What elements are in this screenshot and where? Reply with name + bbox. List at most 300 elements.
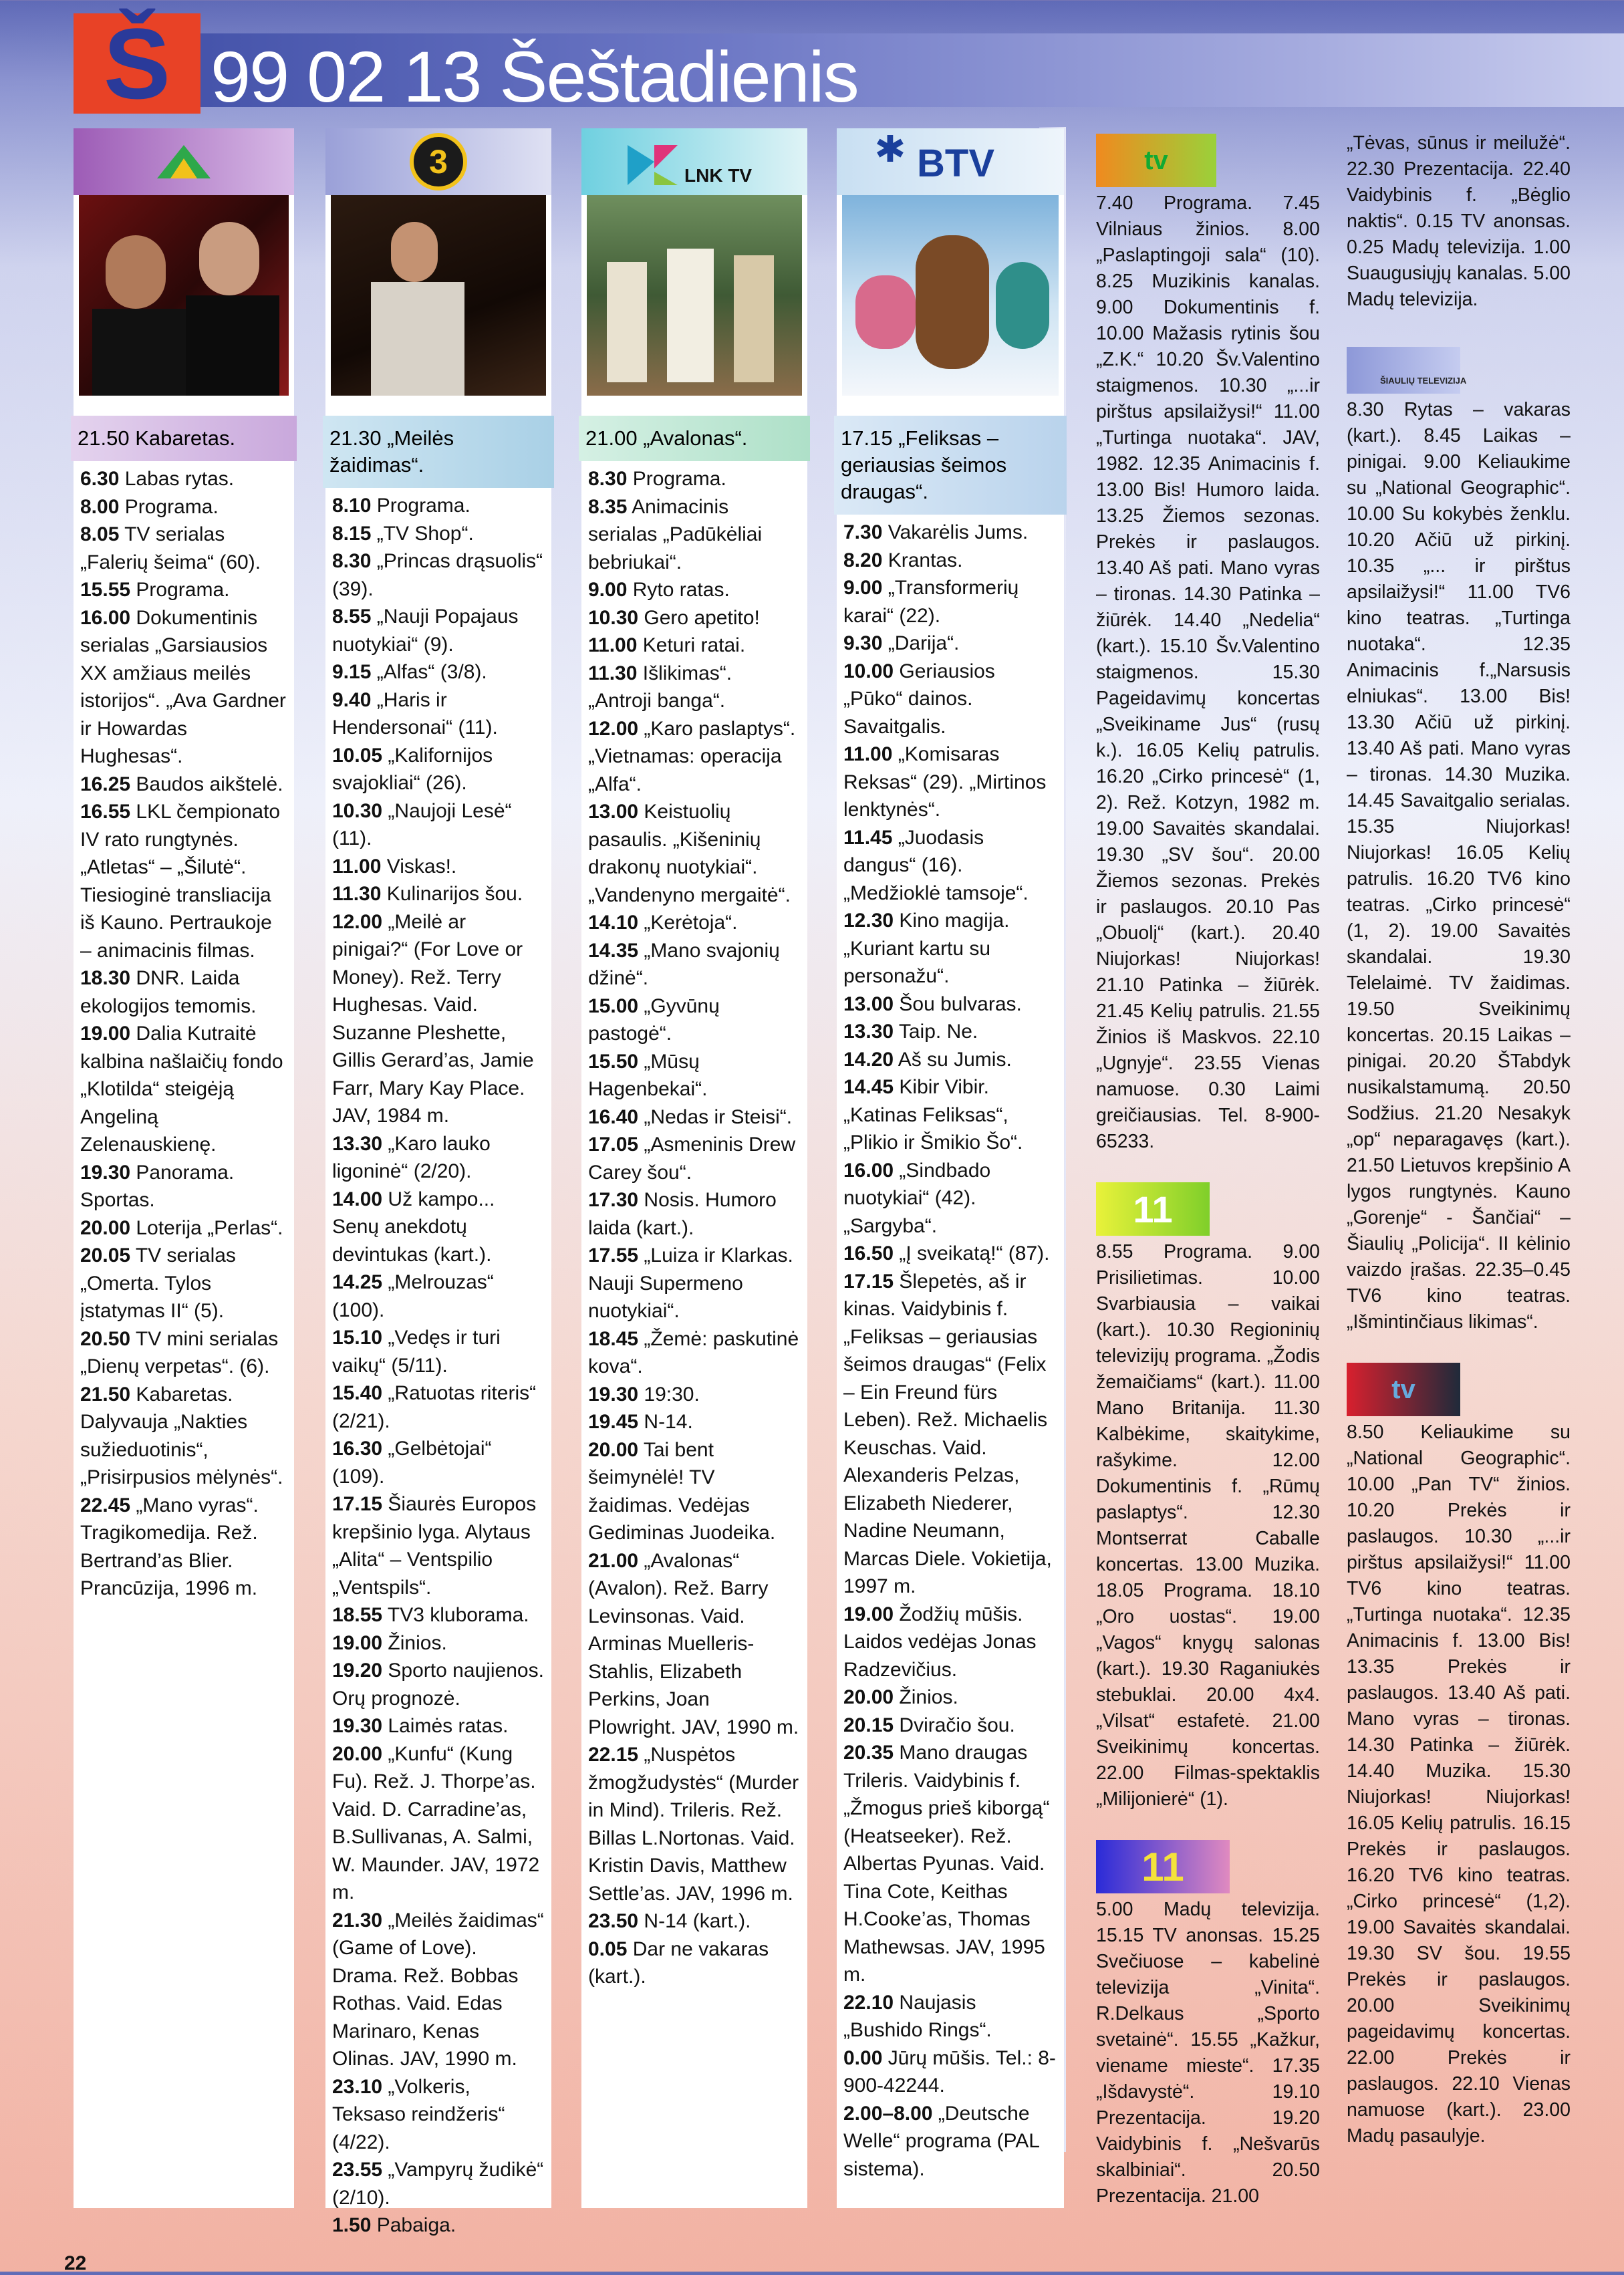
- program-title: Animacinis serialas „Padūkėliai bebriukai“.: [588, 495, 763, 573]
- program-title: „Mano vyras“. Tragikomedija. Rež. Bertrand’as Blier. Prancūzija, 1996 m.: [80, 1494, 259, 1599]
- program-time: 9.00: [588, 579, 628, 601]
- tv3-logo-icon: [325, 128, 551, 195]
- program-title: „Į sveikatą!“ (87).: [894, 1242, 1050, 1264]
- program-entry: [332, 1435, 545, 1490]
- program-title: Loterija „Perlas“.: [130, 1216, 283, 1239]
- program-time: 19.00: [332, 1631, 383, 1654]
- program-entry: [332, 1740, 545, 1907]
- program-entry: [332, 1907, 545, 2073]
- kaunas-11-logo-icon: 11: [1096, 1837, 1320, 1897]
- program-entry: [332, 1629, 545, 1657]
- program-time: 16.50: [843, 1242, 894, 1264]
- program-entry: [843, 741, 1057, 824]
- program-title: „Alfas“ (3/8).: [371, 661, 487, 683]
- program-title: „Sindbado nuotykiai“ (42). „Sargyba“.: [843, 1159, 991, 1237]
- program-entry: [843, 1684, 1057, 1712]
- program-time: 10.00: [843, 660, 894, 682]
- program-title: Aš su Jumis.: [894, 1048, 1012, 1071]
- program-entry: [588, 660, 801, 715]
- program-title: Programa.: [627, 468, 726, 490]
- program-title: „Princas drąsuolis“ (39).: [332, 550, 543, 600]
- program-title: Programa.: [119, 495, 219, 518]
- program-time: 11.00: [843, 743, 893, 765]
- program-entry: [588, 1907, 801, 1935]
- day-letter: Š: [74, 13, 200, 114]
- program-entry: [588, 1741, 801, 1907]
- program-entry: [843, 1157, 1057, 1240]
- program-title: Labas rytas.: [119, 468, 235, 490]
- program-time: 15.40: [332, 1382, 383, 1404]
- program-entry: [843, 1073, 1057, 1157]
- program-time: 17.15: [332, 1493, 383, 1515]
- program-time: 20.50: [80, 1327, 131, 1350]
- program-title: „Darija“.: [882, 632, 960, 654]
- program-time: 15.10: [332, 1327, 383, 1349]
- program-time: 23.10: [332, 2075, 383, 2098]
- program-list: [74, 461, 294, 1603]
- program-time: 17.15: [843, 1270, 894, 1293]
- program-title: „Karo paslaptys“. „Vietnamas: operacija „Alfa“.: [588, 717, 796, 795]
- program-entry: [80, 771, 287, 799]
- program-entry: [588, 992, 801, 1048]
- program-time: 16.25: [80, 773, 131, 795]
- program-time: 11.30: [332, 883, 382, 905]
- vilnius-tv-logo-icon: tv: [1096, 130, 1320, 190]
- program-entry: [843, 1240, 1057, 1268]
- highlight-caption: 21.00 „Avalonas“.: [579, 416, 810, 461]
- program-entry: [80, 1242, 287, 1325]
- program-time: 15.55: [80, 579, 131, 601]
- program-time: 8.35: [588, 495, 628, 518]
- program-entry: [80, 1214, 287, 1242]
- program-time: 9.30: [843, 632, 883, 654]
- program-time: 18.55: [332, 1604, 383, 1626]
- program-entry: [588, 1186, 801, 1242]
- program-title: Žinios.: [382, 1631, 447, 1654]
- program-entry: [332, 1324, 545, 1379]
- program-entry: [588, 576, 801, 604]
- program-entry: [332, 880, 545, 908]
- program-entry: [332, 1601, 545, 1629]
- program-title: Gero apetito!: [638, 606, 760, 629]
- program-time: 11.45: [843, 826, 893, 849]
- program-entry: [332, 1379, 545, 1435]
- channel-column-lnk: [581, 128, 807, 2208]
- program-title: „Nedas ir Steisi“.: [638, 1105, 793, 1128]
- program-list: [581, 461, 807, 1991]
- logo-caption: ŠIAULIŲ TELEVIZIJA: [1380, 375, 1467, 386]
- program-entry: [588, 909, 801, 937]
- program-time: 8.00: [80, 495, 120, 518]
- program-title: N-14 (kart.).: [638, 1910, 751, 1932]
- program-time: 19.20: [332, 1659, 383, 1682]
- program-photo: [842, 195, 1059, 396]
- program-title: Taip. Ne.: [894, 1021, 978, 1043]
- program-entry: [588, 493, 801, 577]
- program-title: TV serialas „Falerių šeima“ (60).: [80, 523, 261, 573]
- program-time: 22.15: [588, 1744, 639, 1766]
- highlight-caption: 21.50 Kabaretas.: [71, 416, 297, 461]
- program-time: 21.50: [80, 1383, 131, 1406]
- program-time: 8.15: [332, 522, 372, 545]
- program-time: 20.35: [843, 1742, 894, 1764]
- program-title: „Meilės žaidimas“ (Game of Love). Drama. Rež. Bobbas Rothas. Vaid. Edas Marinaro, Kenas Olinas. JAV, 1990 m.: [332, 1909, 544, 2070]
- svg-text:3: 3: [429, 143, 448, 180]
- program-entry: [588, 1048, 801, 1103]
- program-title: TV serialas „Omerta. Tylos įstatymas II“ (5).: [80, 1244, 236, 1322]
- program-title: LKL čempionato IV rato rungtynės. „Atletas“ – „Šilutė“. Tiesioginė transliacija iš Kauno. Pertraukoje – animacinis filmas.: [80, 801, 281, 962]
- program-time: 8.30: [588, 468, 628, 490]
- program-title: „Vampyrų žudikė“ (2/10).: [332, 2159, 544, 2209]
- program-title: „Komisaras Reksas“ (29). „Mirtinos lenktynės“.: [843, 743, 1047, 821]
- program-time: 7.30: [843, 521, 883, 543]
- program-title: Kino magija. „Kuriant kartu su personažu“.: [843, 910, 1010, 987]
- program-title: „Meilė ar pinigai?“ (For Love or Money). Rež. Terry Hughesas. Vaid. Suzanne Pleshette, Gillis Gerard’as, Jamie Farr, Mary Kay Place. JAV, 1984 m.: [332, 910, 534, 1127]
- program-title: Už kampo... Senų anekdotų devintukas (kart.).: [332, 1188, 495, 1266]
- program-block: „Tėvas, sūnus ir meilužė“. 22.30 Prezentacija. 22.40 Vaidybinis f. „Bėglio naktis“. 0.15 TV anonsas. 0.25 Madų televizija. 1.00 Suaugusiųjų kanalas. 5.00 Madų televizija.: [1347, 132, 1571, 310]
- program-time: 1.50: [332, 2214, 372, 2236]
- program-title: Išlikimas“. „Antroji banga“.: [588, 662, 732, 712]
- program-time: 19.45: [588, 1411, 639, 1433]
- program-title: Žodžių mūšis. Laidos vedėjas Jonas Radzevičius.: [843, 1603, 1037, 1681]
- program-entry: [80, 964, 287, 1020]
- program-time: 15.50: [588, 1050, 639, 1073]
- program-title: Laimės ratas.: [382, 1715, 509, 1737]
- program-time: 21.30: [332, 1909, 383, 1931]
- program-title: DNR. Laida ekologijos temomis.: [80, 967, 257, 1017]
- program-entry: [843, 2044, 1057, 2100]
- program-time: 14.10: [588, 912, 639, 934]
- program-time: 8.55: [332, 606, 372, 628]
- program-time: 13.00: [843, 992, 894, 1015]
- program-time: 11.00: [332, 855, 382, 878]
- program-entry: [80, 493, 287, 521]
- program-entry: [332, 520, 545, 548]
- program-time: 11.30: [588, 662, 638, 684]
- program-entry: [843, 1739, 1057, 1989]
- program-time: 9.00: [843, 577, 883, 599]
- program-time: 13.30: [332, 1132, 383, 1155]
- program-title: „Kunfu“ (Kung Fu). Rež. J. Thorpe’as. Vaid. D. Carradine’as, B.Sullivanas, A. Salmi, W. Maunder. JAV, 1972 m.: [332, 1742, 540, 1903]
- program-time: 21.00: [588, 1549, 639, 1572]
- program-entry: [588, 1325, 801, 1381]
- program-time: 22.45: [80, 1494, 131, 1516]
- btv-logo-icon: [837, 128, 1064, 195]
- program-time: 17.05: [588, 1133, 639, 1156]
- program-title: „Vedęs ir turi vaikų“ (5/11).: [332, 1327, 501, 1377]
- program-title: Pabaiga.: [371, 2214, 456, 2236]
- program-entry: [80, 1381, 287, 1492]
- program-title: „Karo lauko ligoninė“ (2/20).: [332, 1132, 491, 1182]
- program-title: Keturi ratai.: [637, 634, 746, 656]
- program-title: Sporto naujienos. Orų prognozė.: [332, 1659, 544, 1710]
- program-entry: [332, 2212, 545, 2240]
- program-title: „Melrouzas“ (100).: [332, 1271, 494, 1321]
- program-list: [837, 515, 1064, 2183]
- program-block: 5.00 Madų televizija. 15.15 TV anonsas. 15.25 Svečiuose – kabelinė televizija „Vinita“. R.Delkaus „Sporto svetainė“. 15.55 „Kažkur, viename mieste“. 17.35 „Išdavystė“. 19.10 Prezentacija. 19.20 Vaidybinis f. „Nešvarūs skalbiniai“. 20.50 Prezentacija. 21.00: [1096, 1899, 1320, 2207]
- program-entry: [332, 1712, 545, 1740]
- program-time: 0.00: [843, 2046, 883, 2069]
- program-block: 8.30 Rytas – vakaras (kart.). 8.45 Laikas – pinigai. 9.00 Keliaukime su „National Geographic“. 10.00 Su kokybės ženklu. 10.20 Ačiū už pirkinį. 10.35 „... ir pirštus apsilaižysi!“ 11.00 TV6 kino teatras. „Turtinga nuotaka“. 12.35 Animacinis f.„Narsusis elniukas“. 13.00 Bis! 13.30 Ačiū už pirkinį. 13.40 Aš pati. Mano vyras – tironas. 14.30 Muzika. 14.45 Savaitgalio serialas. 15.35 Niujorkas! Niujorkas! 16.05 Kelių patrulis. 16.20 TV6 kino teatras. „Cirko princesė“ (1, 2). 19.00 Savaitės skandalai. 19.30 Telelaimė. TV žaidimas. 19.50 Sveikinimų koncertas. 20.15 Laikas – pinigai. 20.20 ŠTabdyk nusikalstamumą. 20.50 Sodžius. 21.20 Nesakyk „op“ neparagavęs (kart.). 21.50 Lietuvos krepšinio A lygos rungtynės. Kauno „Gorenje“ - Šančiai“ – Šiaulių „Policija“. II kėlinio vaizdo įrašas. 22.35–0.45 TV6 kino teatras. „Išmintinčiaus likimas“.: [1347, 399, 1571, 1333]
- program-entry: [332, 686, 545, 742]
- program-time: 9.15: [332, 661, 372, 683]
- program-time: 10.05: [332, 744, 383, 767]
- program-title: „Luiza ir Klarkas. Nauji Supermeno nuotykiai“.: [588, 1244, 793, 1322]
- program-entry: [332, 603, 545, 658]
- program-entry: [332, 1490, 545, 1601]
- regional-column-right: [1347, 130, 1571, 2173]
- program-title: Krantas.: [882, 549, 963, 571]
- program-title: „Naujoji Lesė“ (11).: [332, 799, 512, 849]
- program-entry: [80, 465, 287, 493]
- program-entry: [588, 1935, 801, 1991]
- program-time: 16.30: [332, 1438, 383, 1460]
- program-entry: [332, 2073, 545, 2157]
- program-time: 18.45: [588, 1327, 639, 1350]
- lnk-tv-logo-icon: [581, 128, 807, 195]
- program-title: Geriausios „Pūko“ dainos. Savaitgalis.: [843, 660, 995, 738]
- svg-text:BTV: BTV: [917, 142, 994, 185]
- channel-column-lrt: [74, 128, 294, 2208]
- program-entry: [332, 853, 545, 881]
- program-time: 12.00: [332, 910, 383, 933]
- program-title: 19:30.: [638, 1383, 700, 1406]
- program-block: 8.50 Keliaukime su „National Geographic“. 10.00 „Pan TV“ žinios. 10.20 Prekės ir paslaugos. 10.30 „...ir pirštus apsilaižysi!“ 11.00 TV6 kino teatras. „Turtinga nuotaka“. 12.35 Animacinis f. 13.00 Bis! 13.35 Prekės ir paslaugos. 13.40 Aš pati. Mano vyras – tironas. 14.30 Patinka – žiūrėk. 14.40 Muzika. 15.30 Niujorkas! Niujorkas! 16.05 Kelių patrulis. 16.15 Prekės ir paslaugos. 16.20 TV6 kino teatras. „Cirko princesė“ (1,2). 19.00 Savaitės skandalai. 19.30 SV šou. 19.55 Prekės ir paslaugos. 20.00 Sveikinimų pageidavimų koncertas. 22.00 Prekės ir paslaugos. 22.10 Vienas namuose (kart.). 23.00 Madų pasaulyje.: [1347, 1422, 1571, 2147]
- program-time: 16.00: [843, 1159, 894, 1182]
- program-time: 17.30: [588, 1189, 639, 1211]
- program-entry: [332, 1657, 545, 1712]
- program-title: Dokumentinis serialas „Garsiausios XX amžiaus meilės istorijos“. „Ava Gardner ir Howardas Hughesas“.: [80, 606, 286, 767]
- program-time: 19.00: [843, 1603, 894, 1625]
- program-entry: [843, 990, 1057, 1019]
- svg-text:LNK TV: LNK TV: [684, 165, 753, 186]
- program-title: Viskas!.: [381, 855, 457, 878]
- program-title: Naujasis „Bushido Rings“.: [843, 1991, 992, 2041]
- program-entry: [843, 1018, 1057, 1046]
- program-title: N-14.: [638, 1411, 693, 1433]
- program-time: 13.00: [588, 801, 639, 823]
- program-title: Šou bulvaras.: [894, 992, 1022, 1015]
- program-time: 10.30: [588, 606, 639, 629]
- program-entry: [588, 465, 801, 493]
- program-entry: [588, 604, 801, 632]
- program-entry: [80, 1020, 287, 1159]
- program-time: 20.00: [80, 1216, 131, 1239]
- program-time: 12.00: [588, 717, 639, 740]
- program-entry: [332, 1186, 545, 1269]
- program-entry: [588, 1103, 801, 1131]
- program-time: 13.30: [843, 1021, 894, 1043]
- program-list: [325, 488, 551, 2240]
- program-title: „Nauji Popajaus nuotykiai“ (9).: [332, 606, 519, 656]
- program-title: „Gelbėtojai“ (109).: [332, 1438, 492, 1488]
- program-time: 9.40: [332, 688, 372, 711]
- program-entry: [843, 907, 1057, 990]
- program-title: Baudos aikštelė.: [130, 773, 283, 795]
- program-entry: [588, 1131, 801, 1186]
- program-time: 20.00: [588, 1438, 639, 1461]
- program-time: 19.30: [80, 1161, 131, 1184]
- program-entry: [588, 1408, 801, 1436]
- program-time: 16.40: [588, 1105, 639, 1128]
- program-entry: [588, 1242, 801, 1325]
- program-entry: [843, 2100, 1057, 2183]
- program-entry: [843, 547, 1057, 575]
- program-time: 22.10: [843, 1991, 894, 2014]
- program-time: 20.05: [80, 1244, 131, 1266]
- program-time: 19.30: [332, 1715, 383, 1737]
- program-entry: [588, 1547, 801, 1742]
- program-title: Žinios.: [894, 1686, 958, 1708]
- channel-column-tv3: [325, 128, 551, 2236]
- program-entry: [332, 2156, 545, 2212]
- program-entry: [843, 1046, 1057, 1074]
- program-entry: [843, 1601, 1057, 1684]
- program-entry: [80, 798, 287, 964]
- program-entry: [80, 1492, 287, 1603]
- program-time: 18.30: [80, 967, 131, 989]
- program-entry: [843, 1268, 1057, 1601]
- program-title: „Kerėtoja“.: [638, 912, 738, 934]
- program-title: „Mūsų Hagenbekai“.: [588, 1050, 708, 1100]
- program-title: „Kalifornijos svajokliai“ (26).: [332, 744, 493, 794]
- program-title: „Deutsche Welle“ programa (PAL sistema).: [843, 2102, 1039, 2180]
- program-title: „Ratuotas riteris“ (2/21).: [332, 1382, 537, 1432]
- program-entry: [843, 824, 1057, 908]
- program-entry: [588, 937, 801, 992]
- program-photo: [331, 195, 546, 396]
- program-entry: [588, 632, 801, 660]
- program-time: 8.30: [332, 550, 372, 572]
- program-entry: [80, 576, 287, 604]
- highlight-caption: 17.15 „Feliksas – geriausias šeimos draugas“.: [834, 416, 1067, 515]
- program-title: „Žemė: paskutinė kova“.: [588, 1327, 799, 1377]
- program-time: 14.20: [843, 1048, 894, 1071]
- program-title: Šiaurės Europos krepšinio lyga. Alytaus „Alita“ – Ventspilio „Ventspils“.: [332, 1493, 537, 1599]
- program-time: 14.25: [332, 1271, 383, 1293]
- program-time: 8.05: [80, 523, 120, 545]
- program-time: 20.00: [332, 1742, 383, 1765]
- program-title: Vakarėlis Jums.: [882, 521, 1029, 543]
- program-title: „Gyvūnų pastogė“.: [588, 994, 720, 1045]
- program-title: Šlepetės, aš ir kinas. Vaidybinis f. „Feliksas – geriausias šeimos draugas“ (Felix – Ein Freund fürs Leben). Rež. Michaelis Keuschas. Vaid. Alexanderis Pelzas, Elizabeth Niederer, Nadine Neumann, Marcas Diele. Vokietija, 1997 m.: [843, 1270, 1052, 1597]
- program-entry: [80, 1159, 287, 1214]
- lrt-logo-icon: [74, 128, 294, 195]
- program-photo: [587, 195, 802, 396]
- program-entry: [332, 797, 545, 853]
- program-title: Nosis. Humoro laida (kart.).: [588, 1189, 777, 1239]
- program-title: Dviračio šou.: [894, 1714, 1015, 1736]
- page-number: 22: [64, 2252, 87, 2274]
- program-time: 23.55: [332, 2159, 383, 2181]
- program-time: 0.05: [588, 1937, 628, 1960]
- program-title: Programa.: [130, 579, 230, 601]
- program-photo: [79, 195, 289, 396]
- program-entry: [332, 658, 545, 686]
- highlight-caption: 21.30 „Meilės žaidimas“.: [323, 416, 554, 488]
- program-title: „Asmeninis Drew Carey šou“.: [588, 1133, 796, 1184]
- program-entry: [332, 908, 545, 1130]
- program-entry: [843, 519, 1057, 547]
- program-time: 12.30: [843, 910, 894, 932]
- program-entry: [332, 547, 545, 603]
- program-title: Dar ne vakaras (kart.).: [588, 1937, 769, 1988]
- program-entry: [588, 715, 801, 799]
- program-entry: [332, 742, 545, 797]
- program-title: Kabaretas. Dalyvauja „Nakties sužieduotinis“, „Prisirpusios mėlynės“.: [80, 1383, 283, 1488]
- program-title: „Volkeris, Teksaso reindžeris“ (4/22).: [332, 2075, 505, 2153]
- program-title: Panorama. Sportas.: [80, 1161, 235, 1211]
- program-entry: [80, 1325, 287, 1381]
- program-entry: [588, 798, 801, 909]
- program-title: TV mini serialas „Dienų verpetas“. (6).: [80, 1327, 279, 1377]
- program-title: Keistuolių pasaulis. „Kišeninių drakonų nuotykiai“. „Vandenyno mergaitė“.: [588, 801, 791, 906]
- program-time: 2.00–8.00: [843, 2102, 933, 2125]
- program-time: 11.00: [588, 634, 638, 656]
- program-time: 20.15: [843, 1714, 894, 1736]
- program-time: 20.00: [843, 1686, 894, 1708]
- program-entry: [588, 1436, 801, 1547]
- program-time: 19.00: [80, 1023, 131, 1045]
- program-time: 14.00: [332, 1188, 383, 1210]
- program-time: 6.30: [80, 468, 120, 490]
- program-block: 8.55 Programa. 9.00 Prisilietimas. 10.00 Svarbiausia – vaikai (kart.). 10.30 Regioninių televizijų programa. „Žodis žemaičiams“ (kart.). 11.00 Mano Britanija. 11.30 Kalbėkime, skaitykime, rašykime. 12.00 Dokumentinis f. „Rūmų paslaptys“. 12.30 Montserrat Caballe koncertas. 13.00 Muzika. 18.05 Programa. 18.10 „Oro uostas“. 19.00 „Vagos“ knygų salonas (kart.). 19.30 Raganiukės stebuklai. 20.00 4x4. „Vilsat“ estafetė. 21.00 Sveikinimų koncertas. 22.00 Filmas-spektaklis „Milijonierė“ (1).: [1096, 1241, 1320, 1810]
- program-entry: [843, 1712, 1057, 1740]
- program-title: Dalia Kutraitė kalbina našlaičių fondo „Klotilda“ steigėją Angeliną Zelenauskienę.: [80, 1023, 283, 1156]
- program-block: 7.40 Programa. 7.45 Vilniaus žinios. 8.00 „Paslaptingoji sala“ (10). 8.25 Muzikinis kanalas. 9.00 Dokumentinis f. 10.00 Mažasis rytinis šou „Z.K.“ 10.20 Šv.Valentino staigmenos. 10.30 „...ir pirštus apsilaižysi!“ 11.00 „Turtinga nuotaka“. JAV, 1982. 12.35 Animacinis f. 13.00 Bis! Humoro laida. 13.25 Žiemos sezonas. Prekės ir paslaugos. 13.40 Aš pati. Mano vyras – tironas. 14.30 Patinka – žiūrėk. 14.40 „Nedelia“ (kart.). 15.10 Šv.Valentino staigmenos. 15.30 Pageidavimų koncertas „Sveikiname Jus“ (rusų k.). 16.05 Kelių patrulis. 16.20 „Cirko princesė“ (1, 2). Rež. Kotzyn, 1982 m. 19.00 Savaitės skandalai. 19.30 „SV šou“. 20.00 Žiemos sezonas. Prekės ir paslaugos. 20.10 Pas „Obuolį“ (kart.). 20.40 Niujorkas! Niujorkas! 21.10 Patinka – žiūrėk. 21.45 Kelių patrulis. 21.55 Žinios iš Maskvos. 22.10 „Ugnyje“. 23.55 Vienas namuose. 0.30 Laimi greičiausias. Tel. 8-900-65233.: [1096, 192, 1320, 1152]
- program-entry: [843, 630, 1057, 658]
- program-title: „Mano svajonių džinė“.: [588, 939, 780, 989]
- program-time: 8.10: [332, 495, 372, 517]
- program-entry: [332, 492, 545, 520]
- program-time: 10.30: [332, 799, 383, 822]
- program-time: 14.45: [843, 1076, 894, 1098]
- program-title: Kibir Vibir. „Katinas Feliksas“, „Plikio ir Šmikio Šo“.: [843, 1076, 1023, 1154]
- program-title: „Avalonas“ (Avalon). Rež. Barry Levinsonas. Vaid. Arminas Muelleris-Stahlis, Elizabeth Perkins, Joan Plowright. JAV, 1990 m.: [588, 1549, 799, 1738]
- program-entry: [588, 1381, 801, 1409]
- channel-column-btv: [837, 128, 1064, 2208]
- program-entry: [332, 1130, 545, 1186]
- program-entry: [843, 1989, 1057, 2044]
- program-entry: [80, 604, 287, 771]
- program-time: 19.30: [588, 1383, 639, 1406]
- program-title: „Nuspėtos žmogžudystės“ (Murder in Mind). Trileris. Rež. Billas L.Nortonas. Vaid. Kristin Davis, Matthew Settle’as. JAV, 1996 m.: [588, 1744, 799, 1905]
- program-title: „Juodasis dangus“ (16). „Medžioklė tamsoje“.: [843, 826, 1029, 904]
- pan-tv-logo-icon: tv: [1347, 1359, 1571, 1420]
- program-entry: [843, 574, 1057, 630]
- 11-kanalas-logo-icon: 11: [1096, 1179, 1320, 1239]
- program-time: 17.55: [588, 1244, 639, 1266]
- program-time: 15.00: [588, 994, 639, 1017]
- program-title: Tai bent šeimynėlė! TV žaidimas. Vedėjas Gediminas Juodeika.: [588, 1438, 776, 1544]
- program-title: Programa.: [371, 495, 470, 517]
- program-entry: [332, 1268, 545, 1324]
- program-title: Mano draugas Trileris. Vaidybinis f. „Žmogus prieš kiborgą“ (Heatseeker). Rež. Albertas Pyunas. Vaid. Tina Cote, Keithas H.Cooke’as, Thomas Mathewsas. JAV, 1995 m.: [843, 1742, 1050, 1986]
- program-time: 23.50: [588, 1910, 639, 1932]
- program-title: Jūrų mūšis. Tel.: 8-900-42244.: [843, 2046, 1056, 2097]
- program-title: „Haris ir Hendersonai“ (11).: [332, 688, 498, 739]
- program-title: TV3 kluborama.: [382, 1604, 529, 1626]
- svg-text:✱: ✱: [874, 135, 906, 171]
- program-time: 16.55: [80, 801, 131, 823]
- program-entry: [80, 521, 287, 576]
- program-time: 16.00: [80, 606, 131, 629]
- program-title: Kulinarijos šou.: [381, 883, 523, 905]
- program-title: „TV Shop“.: [371, 522, 474, 545]
- program-time: 14.35: [588, 939, 639, 962]
- siauliu-televizija-logo-icon: [1347, 337, 1571, 397]
- regional-column-left: [1096, 130, 1320, 2234]
